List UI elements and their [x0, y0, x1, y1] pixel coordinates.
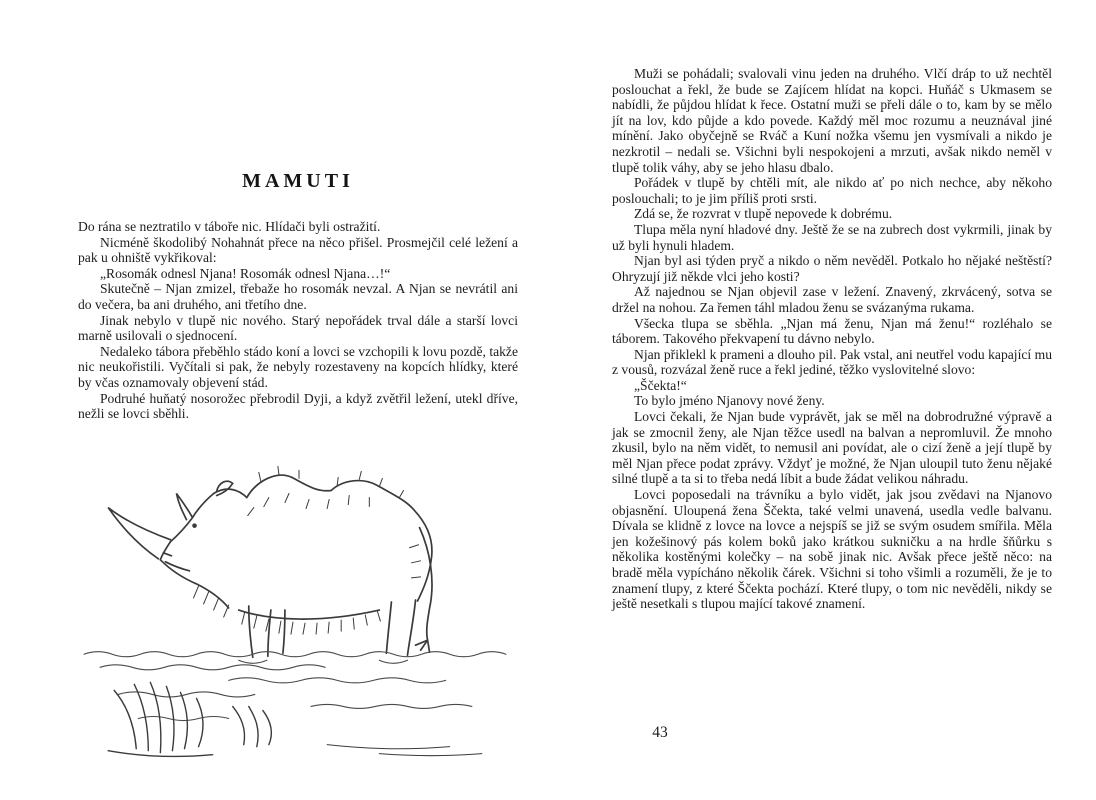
paragraph: Skutečně – Njan zmizel, třebaže ho rosomák nevzal. A Njan se nevrátil ani do večera, ba ani druhého, ani třetího dne. [78, 281, 518, 312]
rhino-front-horn [108, 508, 170, 559]
paragraph: Pořádek v tlupě by chtěli mít, ale nikdo ať po nich nechce, aby někoho poslouchali; to je jim příliš proti srsti. [612, 175, 1052, 206]
paragraph: Njan byl asi týden pryč a nikdo o něm nevěděl. Potkalo ho nějaké neštěstí? Ohryzují již někde vlci jeho kosti? [612, 253, 1052, 284]
page-number: 43 [652, 724, 668, 741]
paragraph: Do rána se neztratilo v táboře nic. Hlídači byli ostražití. [78, 219, 381, 234]
left-page-text [78, 219, 518, 422]
paragraph: „Ščekta!“ [634, 377, 687, 393]
rhino-fur [194, 466, 421, 634]
right-page [612, 66, 1052, 612]
right-page-text [612, 66, 1052, 612]
rhino-second-horn [176, 494, 192, 520]
paragraph: Njan přiklekl k prameni a dlouho pil. Pak vstal, ani neutřel vodu kapající mu z vousů, rozvázal ženě ruce a řekl jediné, těžko vyslovitelné slovo: [612, 346, 1052, 378]
paragraph: To bylo jméno Njanovy nové ženy. [634, 393, 825, 409]
woolly-rhinoceros-illustration [78, 446, 520, 762]
paragraph: Až najednou se Njan objevil zase v ležení. Znavený, zkrvácený, sotva se držel na nohou. Za řemen táhl mladou ženu se svázanýma rukama. [612, 284, 1052, 315]
paragraph: „Rosomák odnesl Njana! Rosomák odnesl Njana…!“ [100, 265, 391, 281]
rhino-drawing [78, 446, 520, 762]
paragraph: Nedaleko tábora přeběhlo stádo koní a lovci se vzchopili k lovu pozdě, takže nic neukořistili. Vyčítali si pak, že nebyly rozestaveny na kopcích hlídky, které by včas oznamovaly objevení stád. [78, 343, 518, 390]
paragraph: Muži se pohádali; svalovali vinu jeden na druhého. Vlčí dráp to už nechtěl poslouchat a řekl, že bude se Zajícem hlídat na kopci. Huňáč s Ukmasem se nabídli, že půjdou hlídat k řece. Ostatní muži se přeli dále o to, kam by se mělo jít na lov, kdo půjde a kdo povede. Každý měl moc rozumu a neuznával jiné mínění. Jako obyčejně se Rváč a Kuní nožka všemu jen vysmívali a nikdo je nezkrotil – nedali se. Všichni byli nespokojeni a mrzuti, avšak nikdo neměl v tlupě tolik váhy, aby se jeho hlasu dbalo. [612, 66, 1052, 175]
paragraph: Jinak nebylo v tlupě nic nového. Starý nepořádek trval dále a starší lovci marně usilovali o sjednocení. [78, 312, 518, 344]
bank-grass [108, 682, 482, 756]
paragraph: Všecka tlupa se sběhla. „Njan má ženu, Njan má ženu!“ rozléhalo se táborem. Takového překvapení tu dávno nebylo. [612, 315, 1052, 347]
paragraph: Nicméně škodolibý Nohahnát přece na něco přišel. Prosmejčil celé ležení a pak u ohniště vykřikoval: [78, 234, 518, 266]
paragraph: Lovci čekali, že Njan bude vyprávět, jak se měl na dobrodružné výpravě a jak se zmocnil ženy, ale Njan těžce usedl na balvan a nepromluvil. Že mnoho zkusil, bylo na něm vidět, to nemusil ani povídat, ale o cizí ženě a její tlupě by měl Njan přece podat zprávy. Vždyť je možné, že Njan uloupil tuto ženu nějaké silné tlupě a ta si to třeba nedá líbit a bude žádat velikou náhradu. [612, 409, 1052, 487]
rhino-body [108, 475, 432, 657]
paragraph: Podruhé huňatý nosorožec přebrodil Dyji, a když zvětřil ležení, utekl dříve, nežli se lovci sběhli. [78, 390, 518, 422]
paragraph: Lovci poposedali na trávníku a bylo vidět, jak jsou zvědavi na Njanovo objasnění. Uloupená žena Ščekta, také velmi unavená, usedla vedle balvanu. Dívala se klidně z lovce na lovce a nejspíš se již se svým osudem smířila. Měla jen kožešinový pás kolem boků jako krátkou sukničku a na hrdle šňůrku s několika kostěnými kolečky – na sobě jinak nic. Avšak přece ještě něco: na bradě měla vypícháno několik čárek. Všichni si toho všimli a rozuměli, že je to znamení tlupy, z které Ščekta pochází. Které tlupy, o tom nic nevěděli, nikdy se ještě nesetkali s tlupou mající takové znamení. [612, 487, 1052, 612]
chapter-title: MAMUTI [242, 170, 354, 192]
rhino-eye [192, 523, 197, 528]
river-water [84, 652, 506, 721]
paragraph: Zdá se, že rozvrat v tlupě nepovede k dobrému. [634, 206, 893, 222]
paragraph: Tlupa měla nyní hladové dny. Ještě že se na zubrech dost vykrmili, jinak by už byli hynuli hladem. [612, 221, 1052, 253]
left-page [78, 170, 518, 422]
